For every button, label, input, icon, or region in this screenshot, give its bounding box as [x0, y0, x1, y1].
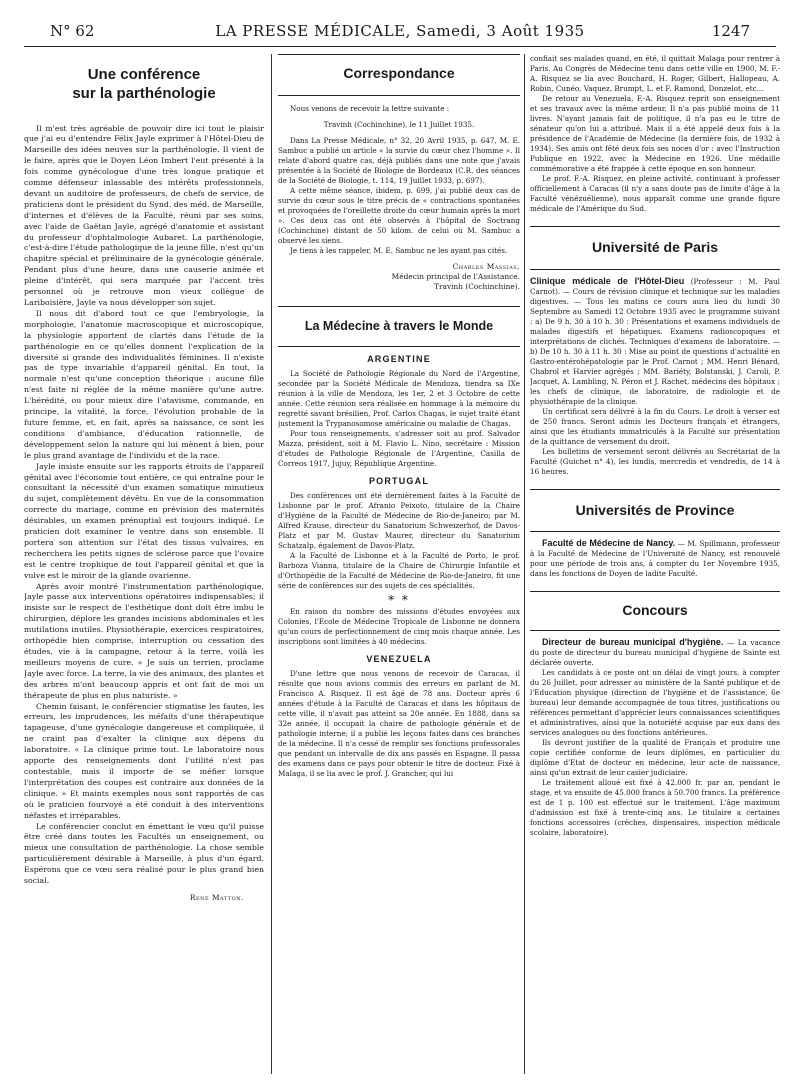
paragraph: La Société de Pathologie Régionale du Nord de l'Argentine, secondée par la Société Médicale de Mendoza, tiendra sa IXe réunion à la ville de Mendoza, les 1er, 2 et 3 Octobre de cette année. Cette réunion sera réalisée en hommage à la mémoire du regretté savant brésilien, Prof. Carlos Chagas, le sujet traité étant justement la Trypanosomose américaine ou maladie de Chagas.: [278, 369, 520, 429]
subhead-portugal: PORTUGAL: [368, 476, 430, 487]
paragraph: De retour au Venezuela, F.-A. Risquez reprit son enseignement et ses travaux avec la même ardeur. Il n'a pas publié moins de 11 livres. N'ayant jamais fait de politique, il n'a pas eu le titre de sénateur qu'on lui a attribué. Mais il a été appelé deux fois à la présidence de l'Académie de Médecine (la dernière fois, de 1932 à 1934). Ses amis ont fêté deux fois ses noces d'or : avec l'Instruction Publique en 1922, avec la Médecine en 1926. Une médaille commémorative a été frappée à cette époque en son honneur.: [530, 94, 780, 173]
paragraph: A cette même séance, ibidem, p. 699, j'ai publié deux cas de survie du cœur sous le titre précis de « contractions spontanées et provoquées de l'oreillette droite du cœur humain après la mort ». Ces deux cas ont été observés à l'hôpital de Soctrang (Cochinchine) distant de 50 kilom. de celui où M. Sambuc a observé les siens.: [278, 185, 520, 245]
letter-dateline: Travinh (Cochinchine), le 11 Juillet 1935.: [323, 119, 475, 129]
article-title: [24, 66, 264, 104]
paragraph: Le conférencier conclut en émettant le vœu qu'il puisse être créé dans toutes les Facultés un enseignement, ou mieux une consultation de parthénologie. La chose semble particulièrement désirable à Marseille, à plus d'un égard. Espérons que ce vœu sera réalisé pour le plus grand bien social.: [24, 821, 264, 886]
concours-body: [530, 637, 780, 838]
monde-body: [278, 354, 520, 779]
venezuela-continued: [530, 54, 780, 214]
paragraph: Pour tous renseignements, s'adresser soit au prof. Salvador Mazza, président, soit à M. Flavio L. Nino, secrétaire : Mission d'études de Pathologie Régionale de l'Argentine, Casilla de Correos 1917, Jujuy, République Argentine.: [278, 429, 520, 469]
article-title-line: Une conférence: [87, 66, 201, 83]
column-right: [530, 54, 780, 1079]
paragraph: Le traitement alloué est fixé à 42.000 fr. par an, pendant le stage, et va ensuite de 45.000 francs à 50.700 francs. La préférence est de 1 p. 100 est effectué sur le traitement. L'âge maximum d'admission est fixé à trente-cinq ans. Le titulaire a certaines fonctions accessoires (crèches, dispensaires, inspection médicale scolaire, laboratoire).: [530, 777, 780, 837]
paragraph: Les bulletins de versement seront délivrés au Secrétariat de la Faculté (Guichet n° 4), les lundis, mercredis et vendredis, de 14 à 16 heures.: [530, 446, 780, 476]
section-title-correspondance: Correspondance: [278, 54, 520, 96]
section-title-province: Universités de Province: [530, 489, 780, 533]
subhead-argentine: ARGENTINE: [367, 354, 431, 365]
paris-body: [530, 276, 780, 477]
paragraph: Après avoir montré l'instrumentation parthénologique, Jayle passe aux interventions opératoires indispensables; il insiste sur le respect de l'esthétique dont doit être imbu le chirurgien, déplore les grandes incisions abdominales et les mutilations inutiles. Physiothérapie, exercices respiratoires, orthopédie bien comprise, interruption ou cessation des études, vie à la campagne, retour à la terre, voilà les meilleurs moyens de cure. « Je suis un terrien, proclame Jayle avec force. La terre, la vie des animaux, des plantes et des arbres m'ont beaucoup appris et ont fait de moi un thérapeute de plus en plus naturiste. »: [24, 581, 264, 700]
paragraph: Il nous dit d'abord tout ce que l'embryologie, la morphologie, l'anatomie macroscopique et microscopique, la physiologie apportent de clartés dans l'étude de la parthénologie en ce qu'elles donnent l'explication de la diversité si grande des individualités féminines. Il n'existe pas de type invariable d'appareil génital. En tout, la normale n'est qu'une conception théorique : aucune fille n'est faite ni réglée de la même manière qu'une autre. L'hérédité, ou pour mieux dire l'atavisme, commande, en principe, la vitalité, la force, l'évolution probable de la future femme, et, en fait, après sa naissance, ce sont les conditions d'ambiance, d'éducation rationnelle, de développement selon la nature qui lui mènent à bien, pour le plus grand avantage de l'individu et de la race.: [24, 308, 264, 460]
paragraph: Il m'est très agréable de pouvoir dire ici tout le plaisir que j'ai eu d'entendre Félix Jayle exprimer à l'Hôtel-Dieu de Marseille des idées neuves sur la parthénologie. Il vient de le faire, après que le Doyen Léon Imbert l'eut présenté à la fois comme gynécologue d'une très longue pratique et comme défenseur inlassable des intérêts professionnels, devant un auditoire de professeurs, de chefs de service, de praticiens dont le président du Synd. des méd. de Marseille, d'internes et d'élèves de la Faculté, réuni par ses soins, avec l'aide de Gaëtan Jayle, agrégé d'anatomie et assistant du professeur d'ophtalmologie Aubaret. La parthénologie, c'est-à-dire l'étude pathologique de la jeune fille, n'est qu'un chapitre spécial et préliminaire de la gynécologie générale. Pendant plus d'une heure, dans une causerie animée et pleine d'intérêt, qui sera marquée par l'accent très personnel où je retrouve mon vieux collègue de Lariboisière, Jayle va nous développer son sujet.: [24, 123, 264, 307]
column-left: [24, 54, 264, 1079]
paragraph: (Professeur : M. Paul Carnot). — Cours de révision clinique et technique sur les maladies digestives. — Tous les matins ce cours aura lieu du lundi 30 Septembre au Samedi 12 Octobre 1935 avec le programme suivant : a) De 9 h. 30 à 10 h. 30 : Présentations et examens individuels de malades digestifs et hépatiques. Examens radioscopiques et interprétations de clichés. Techniques d'examens de laboratoire. — b) De 10 h. 30 à 11 h. 30 : Mise au point de questions d'actualité en Gastro-entérohépatologie par le Prof. Carnot ; MM. Henri Bénard, Chabrol et Harvier agrégés ; MM. Bariéty, Bolstanski, J. Caroli, P. Jacquet, A. Lambling, N. Péron et J. Rachet, médecins des hôpitaux ; les chefs de clinique, de laboratoire, de radiologie et de physiothérapie de la clinique.: [530, 276, 780, 406]
subhead-venezuela: VENEZUELA: [366, 654, 432, 665]
column-divider: [524, 54, 525, 1074]
section-title-paris: Université de Paris: [530, 226, 780, 270]
issue-number: N° 62: [50, 22, 95, 40]
paragraph: — M. Spillmann, professeur à la Faculté de Médecine de l'Université de Nancy, est renouvelé pour une période de trois ans, à compter du 1er Novembre 1935, dans les fonctions de Doyen de ladite Faculté.: [530, 539, 780, 578]
paragraph: Ils devront justifier de la qualité de Français et produire une copie certifiée conforme de leurs diplômes, en particulier du diplôme d'Etat de docteur en médecine, leur acte de naissance, ainsi qu'un extrait de leur casier judiciaire.: [530, 737, 780, 777]
signature-place: Travinh (Cochinchine).: [434, 281, 520, 291]
item-heading: Faculté de Médecine de Nancy.: [542, 538, 676, 548]
item-heading: Clinique médicale de l'Hôtel-Dieu: [530, 275, 685, 286]
article-title-line: sur la parthénologie: [72, 84, 216, 102]
paragraph: Dans La Presse Médicale, n° 32, 20 Avril 1935, p. 647, M. E. Sambuc a publié un article « la survie du cœur chez l'homme ». Il relate d'abord quatre cas, déjà publiés dans une note que j'avais présentée à la Société de Biologie de Bordeaux (C.R. des séances de la Société de Biologie, t. 114, 19 Juillet 1933, p. 697).: [278, 135, 520, 185]
column-divider: [271, 54, 272, 1074]
item-heading: Directeur de bureau municipal d'hygiène.: [542, 636, 724, 647]
section-title-monde: La Médecine à travers le Monde: [278, 306, 520, 348]
signature-name: Charles Massias,: [452, 261, 520, 271]
page-header: [50, 22, 750, 46]
separator-stars: * *: [388, 593, 410, 608]
journal-masthead: LA PRESSE MÉDICALE, Samedi, 3 Août 1935: [215, 22, 585, 40]
paragraph: Un certificat sera délivré à la fin du Cours. Le droit à verser est de 250 francs. Seront admis les Docteurs français et étrangers, ainsi que les étudiants immatriculés à la Faculté sur présentation de la quittance de versement du droit.: [530, 406, 780, 446]
paragraph: Les candidats à ce poste ont un délai de vingt jours, à compter du 26 Juillet, pour adresser au ministère de la Santé publique et de l'Education physique (direction de l'hygiène et de l'assistance, 6e bureau) leur demande accompagnée de tous titres, justifications ou références permettant d'apprécier leurs connaissances scientifiques et administratives, ainsi que la notoriété acquise par eux dans des services analogues ou des fonctions antérieures.: [530, 667, 780, 737]
paragraph: confiait ses malades quand, en été, il quittait Malaga pour rentrer à Paris. Au Congrès de Médecine tenu dans cette ville en 1900, M. F.-A. Risquez se lia avec Bouchard, H. Roger, Gilbert, Hallopeau, A. Robin, Cunéo, Vaquez, Brumpt, L. et F. Ramond, Donzelot, etc...: [530, 54, 780, 93]
article-body: [24, 124, 264, 887]
paragraph: Le prof. F.-A. Risquez, en pleine activité, continuant à professer officiellement à Caracas (il n'y a sans doute pas de limite d'âge à la Faculté vénézuélienne), nous apparaît comme une grande figure médicale de l'Amérique du Sud.: [530, 174, 780, 213]
paragraph: Je tiens à les rappeler, M. E. Sambuc ne les ayant pas cités.: [290, 245, 508, 255]
paragraph: A la Faculté de Lisbonne et à la Faculté de Porto, le prof. Barboza Vianna, titulaire de la Chaire de Chirurgie Infantile et d'Orthopédie de la Faculté de Médecine de Rio-de-Janeiro, fit une série de conférences sur des sujets de ces spécialités.: [278, 551, 520, 591]
province-body: [530, 538, 780, 579]
paragraph: D'une lettre que nous venons de recevoir de Caracas, il résulte que nous avions commis des erreurs en parlant de M. Francisco A. Risquez. Il est âgé de 78 ans. Docteur après 6 années d'étude à la Faculté de Caracas et dans les hôpitaux de cette ville, il n'avait pas atteint sa 20e année. En 1888, dans sa 32e année, il occupait la chaire de pathologie générale et de pathologie interne; il a publié les leçons faites dans ces branches de la médecine. Il n'a cessé de remplir ses fonctions professorales que pendant un intervalle de dix ans passés en Espagne. Il passa des examens dans ce pays pour obtenir le titre de docteur. Fixé à Malaga, il se lia avec le prof. J. Grancher, qui lui: [278, 669, 520, 779]
paragraph: — La vacance du poste de directeur du bureau municipal d'hygiène de Sainte est déclarée ouverte.: [530, 637, 780, 667]
signature-title: Médecin principal de l'Assistance.: [391, 271, 520, 281]
paragraph: Jayle insiste ensuite sur les rapports étroits de l'appareil génital avec l'économie tout entière, ce qui entraîne pour le consultant la nécessité d'un examen somatique minutieux du sujet, complètement dévêtu. En vue de la consommation correcte du mariage, comme en prévision des maternités désirables, un examen prénuptial est toujours indiqué. Le praticien doit examiner le ventre dans son ensemble. Il portera son attention sur l'état des tissus vulvaires, en recherchera les petits signes de sclérose parce que l'ovaire est le centre trophique de tout l'appareil génital et que la vulve est le miroir de la glande ovarienne.: [24, 461, 264, 580]
paragraph: Chemin faisant, le conférencier stigmatise les fautes, les erreurs, les imprudences, les méfaits d'une thérapeutique tapageuse, d'une gynécologie dangereuse et compliquée, il ne craint pas d'exalter la clinique aux dépens du laboratoire. « La clinique prime tout. Le laboratoire nous apporte des renseignements dont l'utilité n'est pas contestable, mais il importe de se méfier lorsque l'interprétation des coupes est contraire aux données de la clinique. » Et maints exemples nous sont rapportés de cas où le praticien fourvoyé a été conduit à des interventions néfastes et irréparables.: [24, 701, 264, 820]
article-signature: René Matton.: [189, 892, 244, 902]
column-middle: [278, 54, 520, 1079]
correspondance-body: [278, 104, 520, 292]
paragraph: Des conférences ont été dernièrement faites à la Faculté de Lisbonne par le prof. Afranio Peixoto, titulaire de la Chaire d'Hygiène de la Faculté de Médecine de Rio-de-Janeiro; par M. Alfred Krause, directeur du Sanatorium Schweizerhof, de Davos-Platz et par M. Gustav Maurer, directeur du Sanatorium Schatzalp, également de Davos-Platz.: [278, 491, 520, 551]
letter-signature: [278, 262, 520, 292]
paragraph: Nous venons de recevoir la lettre suivante :: [290, 103, 450, 113]
header-rule: [24, 46, 776, 47]
page-number: 1247: [711, 22, 750, 40]
paragraph: En raison du nombre des missions d'études envoyées aux Colonies, l'Ecole de Médecine Tropicale de Lisbonne ne donnera qu'un cours de perfectionnement de cinq mois chaque année. Les inscriptions sont limitées à 40 médecins.: [278, 607, 520, 647]
section-title-concours: Concours: [530, 591, 780, 631]
